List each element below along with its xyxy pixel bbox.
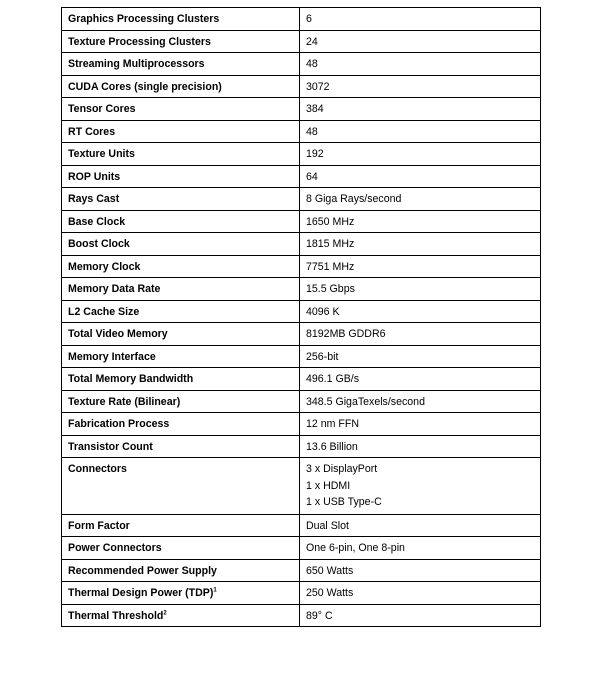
- table-row: [62, 165, 541, 188]
- table-row: [62, 233, 541, 256]
- spec-label: Power Connectors: [62, 537, 300, 560]
- table-row: [62, 278, 541, 301]
- spec-label: Transistor Count: [62, 435, 300, 458]
- table-row: [62, 143, 541, 166]
- table-row: [62, 368, 541, 391]
- table-row: [62, 413, 541, 436]
- spec-label: L2 Cache Size: [62, 300, 300, 323]
- table-row: [62, 255, 541, 278]
- spec-value: 1815 MHz: [300, 233, 541, 256]
- table-row: [62, 345, 541, 368]
- spec-value: 192: [300, 143, 541, 166]
- table-row: [62, 98, 541, 121]
- spec-label-cell: [62, 582, 300, 605]
- spec-label: Connectors: [62, 458, 300, 515]
- spec-label: Tensor Cores: [62, 98, 300, 121]
- table-row: [62, 210, 541, 233]
- spec-value: 6: [300, 8, 541, 31]
- spec-label-cell: [62, 604, 300, 627]
- spec-value: 15.5 Gbps: [300, 278, 541, 301]
- spec-value: 1650 MHz: [300, 210, 541, 233]
- spec-value: 4096 K: [300, 300, 541, 323]
- spec-label: Recommended Power Supply: [62, 559, 300, 582]
- spec-label: Streaming Multiprocessors: [62, 53, 300, 76]
- table-row: [62, 514, 541, 537]
- spec-label: Rays Cast: [62, 188, 300, 211]
- spec-value: 8192MB GDDR6: [300, 323, 541, 346]
- spec-value: 24: [300, 30, 541, 53]
- spec-label: CUDA Cores (single precision): [62, 75, 300, 98]
- spec-label: Total Video Memory: [62, 323, 300, 346]
- spec-value: 348.5 GigaTexels/second: [300, 390, 541, 413]
- spec-label: Boost Clock: [62, 233, 300, 256]
- footnote-marker: 1: [213, 587, 217, 594]
- spec-label: Fabrication Process: [62, 413, 300, 436]
- table-row: [62, 75, 541, 98]
- connector-item: 1 x USB Type-C: [306, 496, 382, 508]
- spec-value: 384: [300, 98, 541, 121]
- table-row: [62, 435, 541, 458]
- spec-value: 496.1 GB/s: [300, 368, 541, 391]
- spec-label: Total Memory Bandwidth: [62, 368, 300, 391]
- spec-value: 12 nm FFN: [300, 413, 541, 436]
- spec-label: RT Cores: [62, 120, 300, 143]
- table-row: [62, 390, 541, 413]
- spec-value: 7751 MHz: [300, 255, 541, 278]
- spec-label: Texture Units: [62, 143, 300, 166]
- spec-value: Dual Slot: [300, 514, 541, 537]
- table-row: [62, 120, 541, 143]
- table-row: [62, 8, 541, 31]
- spec-label: Texture Rate (Bilinear): [62, 390, 300, 413]
- table-row: [62, 53, 541, 76]
- spec-label: Memory Data Rate: [62, 278, 300, 301]
- spec-value: 650 Watts: [300, 559, 541, 582]
- footnote-marker: 2: [163, 609, 167, 616]
- spec-value: 64: [300, 165, 541, 188]
- spec-label: Base Clock: [62, 210, 300, 233]
- spec-label: Memory Interface: [62, 345, 300, 368]
- table-row: [62, 604, 541, 627]
- spec-label: Form Factor: [62, 514, 300, 537]
- spec-value: 256-bit: [300, 345, 541, 368]
- table-row: [62, 300, 541, 323]
- spec-value: 48: [300, 53, 541, 76]
- spec-value: 89° C: [300, 604, 541, 627]
- connector-item: 1 x HDMI: [306, 479, 351, 492]
- table-row: [62, 30, 541, 53]
- spec-label: Memory Clock: [62, 255, 300, 278]
- table-row: [62, 188, 541, 211]
- table-row: [62, 559, 541, 582]
- spec-value: One 6-pin, One 8-pin: [300, 537, 541, 560]
- table-row: [62, 458, 541, 515]
- spec-label: ROP Units: [62, 165, 300, 188]
- spec-label: Thermal Design Power (TDP): [68, 587, 214, 599]
- spec-label: Graphics Processing Clusters: [62, 8, 300, 31]
- spec-value: 8 Giga Rays/second: [300, 188, 541, 211]
- table-row: [62, 323, 541, 346]
- spec-value: 250 Watts: [300, 582, 541, 605]
- spec-value-list: [300, 458, 541, 515]
- table-row: [62, 582, 541, 605]
- connector-item: 3 x DisplayPort: [306, 463, 378, 475]
- spec-value: 48: [300, 120, 541, 143]
- table-row: [62, 537, 541, 560]
- spec-value: 3072: [300, 75, 541, 98]
- spec-label: Texture Processing Clusters: [62, 30, 300, 53]
- spec-table: [61, 7, 541, 627]
- spec-label: Thermal Threshold: [68, 609, 164, 622]
- spec-value: 13.6 Billion: [300, 435, 541, 458]
